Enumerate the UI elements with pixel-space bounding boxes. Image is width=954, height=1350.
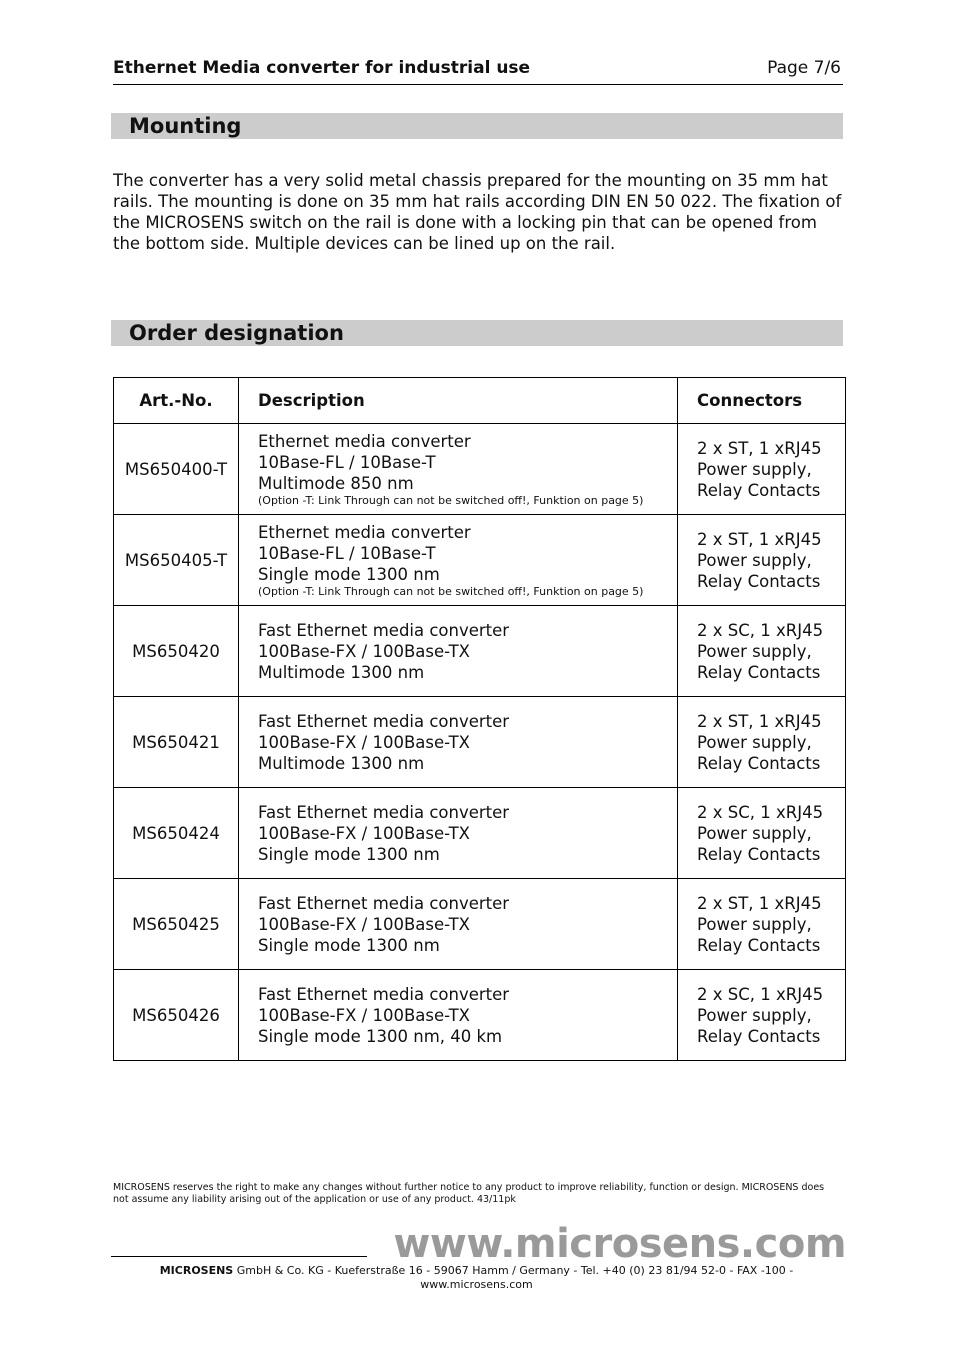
table-row: [114, 879, 846, 970]
cell-connectors: [678, 788, 846, 879]
cell-connectors: [678, 697, 846, 788]
address-text: GmbH & Co. KG - Kueferstraße 16 - 59067 Hamm / Germany - Tel. +40 (0) 23 81/94 52-0 - FAX -100 - www.microsens.com: [233, 1264, 794, 1291]
connector-line: 2 x ST, 1 xRJ45: [697, 711, 822, 731]
description-line: Fast Ethernet media converter: [258, 711, 510, 731]
cell-art-no: MS650405-T: [114, 515, 239, 606]
cell-art-no: MS650420: [114, 606, 239, 697]
connector-line: Power supply,: [697, 823, 812, 843]
cell-connectors: [678, 606, 846, 697]
description-line: 10Base-FL / 10Base-T: [258, 543, 436, 563]
document-title: Ethernet Media converter for industrial use: [113, 58, 531, 78]
connector-line: Relay Contacts: [697, 844, 821, 864]
company-name: MICROSENS: [159, 1264, 234, 1277]
cell-art-no: MS650421: [114, 697, 239, 788]
description-line: Ethernet media converter: [258, 522, 471, 542]
connector-line: 2 x ST, 1 xRJ45: [697, 438, 822, 458]
connector-line: Relay Contacts: [697, 662, 821, 682]
description-line: Multimode 1300 nm: [258, 753, 425, 773]
page-number: Page 7/6: [767, 58, 841, 78]
description-line: 100Base-FX / 100Base-TX: [258, 641, 470, 661]
description-line: Multimode 850 nm: [258, 473, 414, 493]
column-header-connectors: Connectors: [678, 378, 846, 424]
cell-connectors: [678, 970, 846, 1061]
section-heading-order: [111, 320, 843, 346]
legal-disclaimer: MICROSENS reserves the right to make any changes without further notice to any product to improve reliability, function or design. MICROSENS does not assume any liability arising out of the application or use of any product. 43/11pk: [113, 1182, 825, 1205]
page-header: [113, 58, 843, 85]
description-line: Single mode 1300 nm, 40 km: [258, 1026, 503, 1046]
table-body: [114, 424, 846, 1061]
connector-line: Relay Contacts: [697, 571, 821, 591]
connector-line: 2 x SC, 1 xRJ45: [697, 620, 824, 640]
connector-line: Relay Contacts: [697, 935, 821, 955]
website-logo: www.microsens.com: [393, 1221, 846, 1267]
description-line: Single mode 1300 nm: [258, 935, 440, 955]
table-header-row: [114, 378, 846, 424]
column-header-art-no: Art.-No.: [114, 378, 239, 424]
cell-description: [239, 879, 678, 970]
description-line: Single mode 1300 nm: [258, 564, 440, 584]
cell-description: [239, 697, 678, 788]
connector-line: Power supply,: [697, 550, 812, 570]
description-line: 100Base-FX / 100Base-TX: [258, 1005, 470, 1025]
cell-connectors: [678, 424, 846, 515]
connector-line: 2 x ST, 1 xRJ45: [697, 893, 822, 913]
table-row: [114, 515, 846, 606]
connector-line: 2 x SC, 1 xRJ45: [697, 802, 824, 822]
description-line: 100Base-FX / 100Base-TX: [258, 732, 470, 752]
table-row: [114, 606, 846, 697]
cell-art-no: MS650400-T: [114, 424, 239, 515]
cell-art-no: MS650424: [114, 788, 239, 879]
section-title-order: Order designation: [129, 321, 344, 345]
cell-description: [239, 424, 678, 515]
description-line: 100Base-FX / 100Base-TX: [258, 823, 470, 843]
description-line: 100Base-FX / 100Base-TX: [258, 914, 470, 934]
cell-description: [239, 606, 678, 697]
cell-connectors: [678, 879, 846, 970]
description-line: Fast Ethernet media converter: [258, 984, 510, 1004]
cell-description: [239, 970, 678, 1061]
description-line: Ethernet media converter: [258, 431, 471, 451]
connector-line: Relay Contacts: [697, 480, 821, 500]
connector-line: 2 x ST, 1 xRJ45: [697, 529, 822, 549]
column-header-description: Description: [239, 378, 678, 424]
table-row: [114, 970, 846, 1061]
cell-art-no: MS650426: [114, 970, 239, 1061]
description-line: 10Base-FL / 10Base-T: [258, 452, 436, 472]
connector-line: Relay Contacts: [697, 753, 821, 773]
cell-connectors: [678, 515, 846, 606]
mounting-paragraph: The converter has a very solid metal chassis prepared for the mounting on 35 mm hat rails. The mounting is done on 35 mm hat rails according DIN EN 50 022. The fixation of the MICROSENS switch on the rail is done with a locking pin that can be opened from the bottom side. Multiple devices can be lined up on the rail.: [113, 171, 842, 253]
description-line: Multimode 1300 nm: [258, 662, 425, 682]
connector-line: Power supply,: [697, 641, 812, 661]
table-row: [114, 788, 846, 879]
cell-description: [239, 515, 678, 606]
cell-art-no: MS650425: [114, 879, 239, 970]
description-line: Fast Ethernet media converter: [258, 893, 510, 913]
connector-line: Power supply,: [697, 732, 812, 752]
description-note: (Option -T: Link Through can not be switched off!, Funktion on page 5): [258, 584, 644, 598]
footer-divider: [111, 1256, 367, 1257]
cell-description: [239, 788, 678, 879]
description-line: Fast Ethernet media converter: [258, 620, 510, 640]
order-table: [113, 377, 846, 1061]
section-title-mounting: Mounting: [129, 114, 242, 138]
table-row: [114, 424, 846, 515]
description-line: Single mode 1300 nm: [258, 844, 440, 864]
description-line: Fast Ethernet media converter: [258, 802, 510, 822]
connector-line: Power supply,: [697, 914, 812, 934]
connector-line: Power supply,: [697, 459, 812, 479]
company-address: [113, 1264, 840, 1292]
connector-line: 2 x SC, 1 xRJ45: [697, 984, 824, 1004]
connector-line: Power supply,: [697, 1005, 812, 1025]
table-row: [114, 697, 846, 788]
connector-line: Relay Contacts: [697, 1026, 821, 1046]
section-heading-mounting: [111, 113, 843, 139]
description-note: (Option -T: Link Through can not be switched off!, Funktion on page 5): [258, 493, 644, 507]
